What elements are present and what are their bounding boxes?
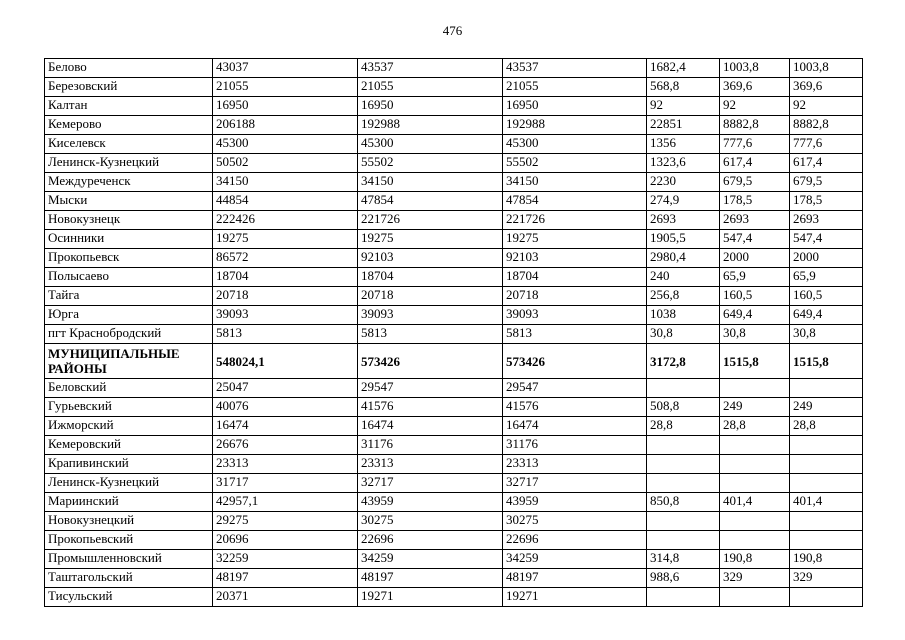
value-cell: 29547 bbox=[503, 379, 647, 398]
value-cell bbox=[720, 436, 790, 455]
value-cell: 18704 bbox=[503, 268, 647, 287]
value-cell: 34150 bbox=[503, 173, 647, 192]
table-row bbox=[45, 116, 863, 135]
value-cell: 1038 bbox=[647, 306, 720, 325]
row-name-cell: Березовский bbox=[45, 78, 213, 97]
value-cell: 2980,4 bbox=[647, 249, 720, 268]
value-cell: 28,8 bbox=[647, 417, 720, 436]
value-cell: 3172,8 bbox=[647, 344, 720, 379]
value-cell: 30275 bbox=[358, 512, 503, 531]
value-cell: 55502 bbox=[503, 154, 647, 173]
value-cell: 44854 bbox=[213, 192, 358, 211]
value-cell: 2693 bbox=[720, 211, 790, 230]
table-row bbox=[45, 268, 863, 287]
value-cell: 16950 bbox=[213, 97, 358, 116]
value-cell: 988,6 bbox=[647, 569, 720, 588]
value-cell: 20718 bbox=[213, 287, 358, 306]
value-cell: 32717 bbox=[358, 474, 503, 493]
value-cell: 160,5 bbox=[790, 287, 863, 306]
value-cell: 777,6 bbox=[790, 135, 863, 154]
value-cell: 23313 bbox=[358, 455, 503, 474]
value-cell: 39093 bbox=[503, 306, 647, 325]
value-cell bbox=[720, 512, 790, 531]
value-cell: 192988 bbox=[503, 116, 647, 135]
value-cell: 329 bbox=[720, 569, 790, 588]
table-row bbox=[45, 97, 863, 116]
value-cell bbox=[647, 474, 720, 493]
row-name-cell: Юрга bbox=[45, 306, 213, 325]
value-cell bbox=[720, 455, 790, 474]
row-name-cell: Киселевск bbox=[45, 135, 213, 154]
table-row bbox=[45, 325, 863, 344]
table-row bbox=[45, 474, 863, 493]
value-cell: 30,8 bbox=[647, 325, 720, 344]
row-name-cell: Таштагольский bbox=[45, 569, 213, 588]
value-cell: 34259 bbox=[358, 550, 503, 569]
value-cell: 573426 bbox=[503, 344, 647, 379]
value-cell: 1003,8 bbox=[790, 59, 863, 78]
value-cell: 192988 bbox=[358, 116, 503, 135]
value-cell: 1682,4 bbox=[647, 59, 720, 78]
value-cell: 206188 bbox=[213, 116, 358, 135]
table-row bbox=[45, 344, 863, 379]
table-row bbox=[45, 436, 863, 455]
value-cell: 43537 bbox=[503, 59, 647, 78]
value-cell: 19275 bbox=[358, 230, 503, 249]
value-cell: 679,5 bbox=[720, 173, 790, 192]
row-name-cell: Ленинск-Кузнецкий bbox=[45, 154, 213, 173]
value-cell: 401,4 bbox=[720, 493, 790, 512]
value-cell: 16474 bbox=[213, 417, 358, 436]
value-cell: 178,5 bbox=[790, 192, 863, 211]
value-cell: 40076 bbox=[213, 398, 358, 417]
value-cell bbox=[790, 436, 863, 455]
table-row bbox=[45, 398, 863, 417]
value-cell: 23313 bbox=[503, 455, 647, 474]
value-cell bbox=[647, 379, 720, 398]
page-number: 476 bbox=[442, 23, 463, 38]
row-name-cell: Мыски bbox=[45, 192, 213, 211]
value-cell: 21055 bbox=[503, 78, 647, 97]
row-name-cell: МУНИЦИПАЛЬНЫЕ РАЙОНЫ bbox=[45, 344, 213, 379]
value-cell: 19275 bbox=[503, 230, 647, 249]
value-cell: 22696 bbox=[503, 531, 647, 550]
row-name-cell: Прокопьевский bbox=[45, 531, 213, 550]
row-name-cell: Гурьевский bbox=[45, 398, 213, 417]
value-cell: 34150 bbox=[358, 173, 503, 192]
value-cell: 314,8 bbox=[647, 550, 720, 569]
value-cell: 48197 bbox=[503, 569, 647, 588]
value-cell: 547,4 bbox=[720, 230, 790, 249]
value-cell: 45300 bbox=[213, 135, 358, 154]
value-cell: 547,4 bbox=[790, 230, 863, 249]
value-cell: 32259 bbox=[213, 550, 358, 569]
value-cell: 178,5 bbox=[720, 192, 790, 211]
value-cell: 47854 bbox=[503, 192, 647, 211]
value-cell: 32717 bbox=[503, 474, 647, 493]
value-cell: 1515,8 bbox=[720, 344, 790, 379]
value-cell: 55502 bbox=[358, 154, 503, 173]
value-cell: 92 bbox=[790, 97, 863, 116]
value-cell: 92103 bbox=[503, 249, 647, 268]
value-cell bbox=[790, 379, 863, 398]
value-cell: 18704 bbox=[358, 268, 503, 287]
row-name-cell: Ижморский bbox=[45, 417, 213, 436]
table-body bbox=[45, 59, 863, 607]
value-cell: 18704 bbox=[213, 268, 358, 287]
value-cell: 65,9 bbox=[790, 268, 863, 287]
table-row bbox=[45, 550, 863, 569]
value-cell: 43959 bbox=[358, 493, 503, 512]
value-cell: 31176 bbox=[503, 436, 647, 455]
value-cell: 30275 bbox=[503, 512, 647, 531]
value-cell: 617,4 bbox=[790, 154, 863, 173]
table-row bbox=[45, 59, 863, 78]
table-row bbox=[45, 512, 863, 531]
value-cell: 1003,8 bbox=[720, 59, 790, 78]
value-cell: 2000 bbox=[790, 249, 863, 268]
row-name-cell: Калтан bbox=[45, 97, 213, 116]
value-cell: 679,5 bbox=[790, 173, 863, 192]
row-name-cell: Беловский bbox=[45, 379, 213, 398]
value-cell: 21055 bbox=[213, 78, 358, 97]
row-name-cell: Новокузнецк bbox=[45, 211, 213, 230]
value-cell: 20696 bbox=[213, 531, 358, 550]
value-cell bbox=[647, 531, 720, 550]
value-cell: 31717 bbox=[213, 474, 358, 493]
row-name-cell: Мариинский bbox=[45, 493, 213, 512]
row-name-cell: Прокопьевск bbox=[45, 249, 213, 268]
value-cell: 249 bbox=[790, 398, 863, 417]
value-cell: 92103 bbox=[358, 249, 503, 268]
table-row bbox=[45, 78, 863, 97]
value-cell: 649,4 bbox=[790, 306, 863, 325]
value-cell: 43959 bbox=[503, 493, 647, 512]
value-cell: 222426 bbox=[213, 211, 358, 230]
table-row bbox=[45, 249, 863, 268]
value-cell: 43537 bbox=[358, 59, 503, 78]
table-row bbox=[45, 306, 863, 325]
value-cell: 1515,8 bbox=[790, 344, 863, 379]
value-cell: 28,8 bbox=[720, 417, 790, 436]
value-cell: 401,4 bbox=[790, 493, 863, 512]
value-cell: 221726 bbox=[503, 211, 647, 230]
value-cell: 22851 bbox=[647, 116, 720, 135]
value-cell: 190,8 bbox=[720, 550, 790, 569]
value-cell: 92 bbox=[720, 97, 790, 116]
table-row bbox=[45, 211, 863, 230]
value-cell: 20718 bbox=[503, 287, 647, 306]
value-cell: 42957,1 bbox=[213, 493, 358, 512]
value-cell: 329 bbox=[790, 569, 863, 588]
table-row bbox=[45, 379, 863, 398]
value-cell: 8882,8 bbox=[720, 116, 790, 135]
value-cell: 48197 bbox=[358, 569, 503, 588]
value-cell: 573426 bbox=[358, 344, 503, 379]
row-name-cell: Новокузнецкий bbox=[45, 512, 213, 531]
row-name-cell: Белово bbox=[45, 59, 213, 78]
value-cell: 16950 bbox=[358, 97, 503, 116]
value-cell: 2693 bbox=[647, 211, 720, 230]
row-name-cell: Тайга bbox=[45, 287, 213, 306]
value-cell: 369,6 bbox=[720, 78, 790, 97]
value-cell: 19271 bbox=[503, 588, 647, 607]
row-name-cell: Крапивинский bbox=[45, 455, 213, 474]
value-cell bbox=[790, 455, 863, 474]
value-cell: 1323,6 bbox=[647, 154, 720, 173]
value-cell: 16950 bbox=[503, 97, 647, 116]
table-row bbox=[45, 154, 863, 173]
value-cell: 39093 bbox=[213, 306, 358, 325]
value-cell: 47854 bbox=[358, 192, 503, 211]
value-cell: 1905,5 bbox=[647, 230, 720, 249]
table-row bbox=[45, 417, 863, 436]
table-row bbox=[45, 230, 863, 249]
table-row bbox=[45, 173, 863, 192]
value-cell: 41576 bbox=[503, 398, 647, 417]
value-cell: 20718 bbox=[358, 287, 503, 306]
value-cell: 50502 bbox=[213, 154, 358, 173]
value-cell: 29275 bbox=[213, 512, 358, 531]
value-cell: 34150 bbox=[213, 173, 358, 192]
value-cell: 29547 bbox=[358, 379, 503, 398]
value-cell: 22696 bbox=[358, 531, 503, 550]
value-cell: 2693 bbox=[790, 211, 863, 230]
value-cell bbox=[720, 588, 790, 607]
value-cell: 16474 bbox=[503, 417, 647, 436]
value-cell bbox=[790, 512, 863, 531]
value-cell: 34259 bbox=[503, 550, 647, 569]
value-cell: 86572 bbox=[213, 249, 358, 268]
row-name-cell: Тисульский bbox=[45, 588, 213, 607]
value-cell: 48197 bbox=[213, 569, 358, 588]
value-cell: 65,9 bbox=[720, 268, 790, 287]
row-name-cell: Полысаево bbox=[45, 268, 213, 287]
table-row bbox=[45, 588, 863, 607]
value-cell: 23313 bbox=[213, 455, 358, 474]
value-cell: 190,8 bbox=[790, 550, 863, 569]
row-name-cell: Кемеровский bbox=[45, 436, 213, 455]
value-cell: 8882,8 bbox=[790, 116, 863, 135]
value-cell: 369,6 bbox=[790, 78, 863, 97]
table-row bbox=[45, 287, 863, 306]
table-row bbox=[45, 455, 863, 474]
table-row bbox=[45, 135, 863, 154]
value-cell bbox=[720, 379, 790, 398]
value-cell: 31176 bbox=[358, 436, 503, 455]
value-cell: 617,4 bbox=[720, 154, 790, 173]
value-cell: 25047 bbox=[213, 379, 358, 398]
table-row bbox=[45, 493, 863, 512]
table-row bbox=[45, 531, 863, 550]
value-cell: 548024,1 bbox=[213, 344, 358, 379]
row-name-cell: Осинники bbox=[45, 230, 213, 249]
value-cell: 30,8 bbox=[790, 325, 863, 344]
value-cell: 2000 bbox=[720, 249, 790, 268]
value-cell: 19275 bbox=[213, 230, 358, 249]
value-cell bbox=[720, 474, 790, 493]
value-cell: 777,6 bbox=[720, 135, 790, 154]
value-cell: 41576 bbox=[358, 398, 503, 417]
row-name-cell: Ленинск-Кузнецкий bbox=[45, 474, 213, 493]
value-cell: 5813 bbox=[503, 325, 647, 344]
value-cell: 256,8 bbox=[647, 287, 720, 306]
value-cell: 43037 bbox=[213, 59, 358, 78]
value-cell: 26676 bbox=[213, 436, 358, 455]
value-cell: 5813 bbox=[358, 325, 503, 344]
value-cell bbox=[647, 455, 720, 474]
value-cell: 221726 bbox=[358, 211, 503, 230]
row-name-cell: Междуреченск bbox=[45, 173, 213, 192]
value-cell bbox=[720, 531, 790, 550]
value-cell: 568,8 bbox=[647, 78, 720, 97]
row-name-cell: Промышленновский bbox=[45, 550, 213, 569]
table-row bbox=[45, 569, 863, 588]
value-cell: 2230 bbox=[647, 173, 720, 192]
value-cell: 20371 bbox=[213, 588, 358, 607]
value-cell: 249 bbox=[720, 398, 790, 417]
value-cell bbox=[647, 512, 720, 531]
value-cell: 508,8 bbox=[647, 398, 720, 417]
value-cell: 850,8 bbox=[647, 493, 720, 512]
value-cell bbox=[647, 588, 720, 607]
value-cell bbox=[790, 474, 863, 493]
value-cell bbox=[647, 436, 720, 455]
value-cell bbox=[790, 531, 863, 550]
row-name-cell: пгт Краснобродский bbox=[45, 325, 213, 344]
value-cell: 45300 bbox=[358, 135, 503, 154]
value-cell: 1356 bbox=[647, 135, 720, 154]
value-cell: 160,5 bbox=[720, 287, 790, 306]
value-cell: 16474 bbox=[358, 417, 503, 436]
row-name-cell: Кемерово bbox=[45, 116, 213, 135]
value-cell: 28,8 bbox=[790, 417, 863, 436]
value-cell: 5813 bbox=[213, 325, 358, 344]
value-cell: 45300 bbox=[503, 135, 647, 154]
value-cell: 39093 bbox=[358, 306, 503, 325]
value-cell: 649,4 bbox=[720, 306, 790, 325]
value-cell: 21055 bbox=[358, 78, 503, 97]
value-cell: 19271 bbox=[358, 588, 503, 607]
value-cell: 30,8 bbox=[720, 325, 790, 344]
value-cell: 92 bbox=[647, 97, 720, 116]
table-row bbox=[45, 192, 863, 211]
value-cell bbox=[790, 588, 863, 607]
budget-table bbox=[44, 58, 863, 607]
value-cell: 274,9 bbox=[647, 192, 720, 211]
value-cell: 240 bbox=[647, 268, 720, 287]
